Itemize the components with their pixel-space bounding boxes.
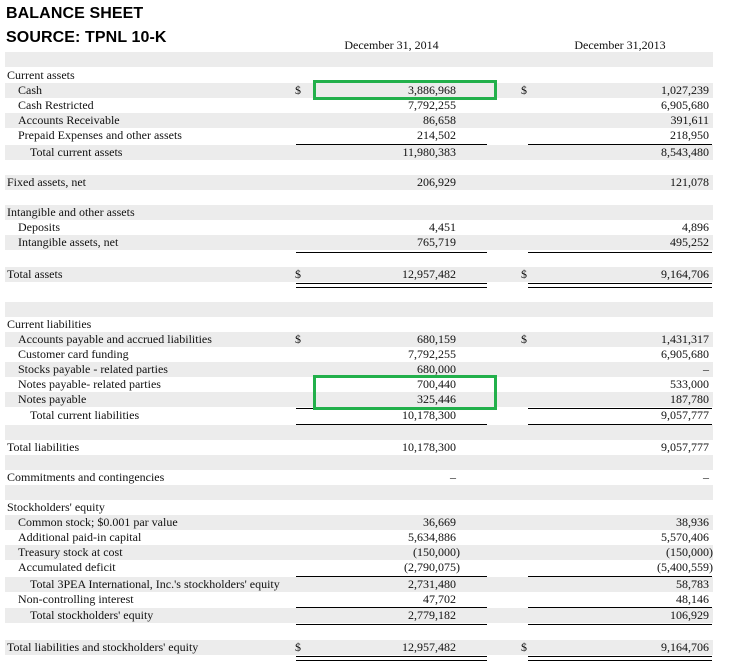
- value-2014: 325,446: [417, 392, 456, 406]
- value-2014: 36,669: [423, 515, 456, 529]
- value-2014: (150,000): [413, 545, 460, 559]
- row-label: Additional paid-in capital: [18, 530, 142, 544]
- value-2013: 1,027,239: [661, 83, 709, 97]
- value-2014: 765,719: [417, 235, 456, 249]
- spacer-row: [5, 485, 713, 500]
- value-2013: 5,570,406: [661, 530, 709, 544]
- value-2014: 11,980,383: [402, 145, 456, 159]
- table-row-deposits: [5, 220, 713, 235]
- currency-symbol: $: [295, 640, 301, 654]
- value-2013: 4,896: [682, 220, 709, 234]
- row-label: Current assets: [7, 68, 75, 82]
- total-double-rule: [296, 283, 487, 288]
- row-label: Customer card funding: [18, 347, 129, 361]
- value-2013: 8,543,480: [661, 145, 709, 159]
- row-label: Commitments and contingencies: [7, 470, 165, 484]
- value-2013: 6,905,680: [661, 98, 709, 112]
- value-2014: 7,792,255: [408, 347, 456, 361]
- row-label: Accumulated deficit: [18, 560, 116, 574]
- row-label: Stockholders' equity: [7, 500, 105, 514]
- value-2013: 218,950: [670, 128, 709, 142]
- row-label: Prepaid Expenses and other assets: [18, 128, 182, 142]
- value-2014: 7,792,255: [408, 98, 456, 112]
- row-label: Total current assets: [30, 145, 123, 159]
- value-2014: 2,779,182: [408, 608, 456, 622]
- currency-symbol: $: [295, 267, 301, 281]
- row-label: Accounts payable and accrued liabilities: [18, 332, 212, 346]
- currency-symbol: $: [295, 83, 301, 97]
- row-label: Accounts Receivable: [18, 113, 120, 127]
- row-label: Cash Restricted: [18, 98, 94, 112]
- total-double-rule: [296, 656, 487, 661]
- value-2013: 38,936: [676, 515, 709, 529]
- highlight-box-notes-payable: [313, 375, 497, 410]
- currency-symbol: $: [521, 332, 527, 346]
- total-double-rule: [528, 283, 712, 288]
- spacer-row: [5, 52, 713, 67]
- value-2014: 10,178,300: [402, 408, 456, 422]
- row-label: Total 3PEA International, Inc.'s stockholders' equity: [30, 577, 280, 591]
- currency-symbol: $: [295, 332, 301, 346]
- table-row-total-equity: [5, 608, 713, 623]
- value-2013: 48,146: [676, 592, 709, 606]
- report-title: BALANCE SHEET: [6, 5, 144, 22]
- value-2013: 9,057,777: [661, 440, 709, 454]
- table-row-customer-card: [5, 347, 713, 362]
- value-2014: 3,886,968: [408, 83, 456, 97]
- table-row-accounts-receivable: [5, 113, 713, 128]
- row-label: Total assets: [7, 267, 63, 281]
- value-2013: 1,431,317: [661, 332, 709, 346]
- table-row-cash-restricted: [5, 98, 713, 113]
- value-2013: –: [703, 470, 709, 484]
- table-row-accounts-payable: [5, 332, 713, 347]
- subtotal-rule: [296, 252, 487, 253]
- row-label: Treasury stock at cost: [18, 545, 123, 559]
- row-label: Total liabilities and stockholders' equity: [7, 640, 199, 654]
- row-label: Deposits: [18, 220, 60, 234]
- section-intangible-other: [5, 205, 713, 220]
- table-row-total-current-liabilities: [5, 408, 713, 423]
- row-label: Cash: [18, 83, 42, 97]
- value-2013: 6,905,680: [661, 347, 709, 361]
- currency-symbol: $: [521, 640, 527, 654]
- row-label: Total stockholders' equity: [30, 608, 154, 622]
- table-row-fixed-assets: [5, 175, 713, 190]
- table-row-prepaid: [5, 128, 713, 143]
- value-2013: (5,400,559): [657, 560, 713, 574]
- value-2014: 5,634,886: [408, 530, 456, 544]
- value-2014: 12,957,482: [402, 267, 456, 281]
- subtotal-rule: [528, 624, 712, 625]
- table-row-total-liabilities-equity: [5, 640, 713, 655]
- subtotal-rule: [296, 624, 487, 625]
- table-row-treasury: [5, 545, 713, 560]
- value-2013: 495,252: [670, 235, 709, 249]
- table-row-apic: [5, 530, 713, 545]
- table-row-commitments: [5, 470, 713, 485]
- row-label: Intangible and other assets: [7, 205, 135, 219]
- currency-symbol: $: [521, 83, 527, 97]
- spacer-row: [5, 455, 713, 470]
- row-label: Notes payable: [18, 392, 87, 406]
- row-label: Total current liabilities: [30, 408, 140, 422]
- value-2013: 187,780: [670, 392, 709, 406]
- value-2014: 47,702: [423, 592, 456, 606]
- value-2013: –: [703, 362, 709, 376]
- subtotal-rule: [528, 252, 712, 253]
- spacer-row: [5, 302, 713, 317]
- value-2013: 391,611: [670, 113, 709, 127]
- table-row-intangible-net: [5, 235, 713, 250]
- value-2014: 86,658: [423, 113, 456, 127]
- value-2014: 10,178,300: [402, 440, 456, 454]
- value-2014: 206,929: [417, 175, 456, 189]
- column-header-2014: December 31, 2014: [296, 38, 487, 57]
- table-row-total-3pea-equity: [5, 577, 713, 592]
- column-header-2013: December 31,2013: [528, 38, 712, 57]
- value-2014: –: [450, 470, 456, 484]
- value-2013: (150,000): [666, 545, 713, 559]
- spacer-row: [5, 425, 713, 440]
- row-label: Non-controlling interest: [18, 592, 134, 606]
- value-2013: 106,929: [670, 608, 709, 622]
- row-label: Total liabilities: [7, 440, 80, 454]
- table-row-total-current-assets: [5, 145, 713, 160]
- table-row-total-liabilities: [5, 440, 713, 455]
- row-label: Fixed assets, net: [7, 175, 86, 189]
- value-2014: 680,159: [417, 332, 456, 346]
- value-2014: (2,790,075): [404, 560, 460, 574]
- value-2014: 4,451: [429, 220, 456, 234]
- row-label: Intangible assets, net: [18, 235, 119, 249]
- value-2013: 58,783: [676, 577, 709, 591]
- row-label: Current liabilities: [7, 317, 92, 331]
- value-2014: 700,440: [417, 377, 456, 391]
- table-row-total-assets: [5, 267, 713, 282]
- value-2014: 12,957,482: [402, 640, 456, 654]
- section-current-liabilities: [5, 317, 713, 332]
- value-2013: 9,164,706: [661, 267, 709, 281]
- highlight-box-cash: [313, 80, 497, 100]
- row-label: Common stock; $0.001 par value: [18, 515, 178, 529]
- report-source: SOURCE: TPNL 10-K: [6, 29, 167, 46]
- row-label: Notes payable- related parties: [18, 377, 161, 391]
- value-2014: 2,731,480: [408, 577, 456, 591]
- total-double-rule: [528, 656, 712, 661]
- row-label: Stocks payable - related parties: [18, 362, 168, 376]
- value-2013: 9,164,706: [661, 640, 709, 654]
- value-2013: 121,078: [670, 175, 709, 189]
- value-2014: 680,000: [417, 362, 456, 376]
- table-row-deficit: [5, 560, 713, 575]
- section-stockholders-equity: [5, 500, 713, 515]
- value-2013: 533,000: [670, 377, 709, 391]
- value-2014: 214,502: [417, 128, 456, 142]
- value-2013: 9,057,777: [661, 408, 709, 422]
- table-row-nci: [5, 592, 713, 607]
- currency-symbol: $: [521, 267, 527, 281]
- table-row-common-stock: [5, 515, 713, 530]
